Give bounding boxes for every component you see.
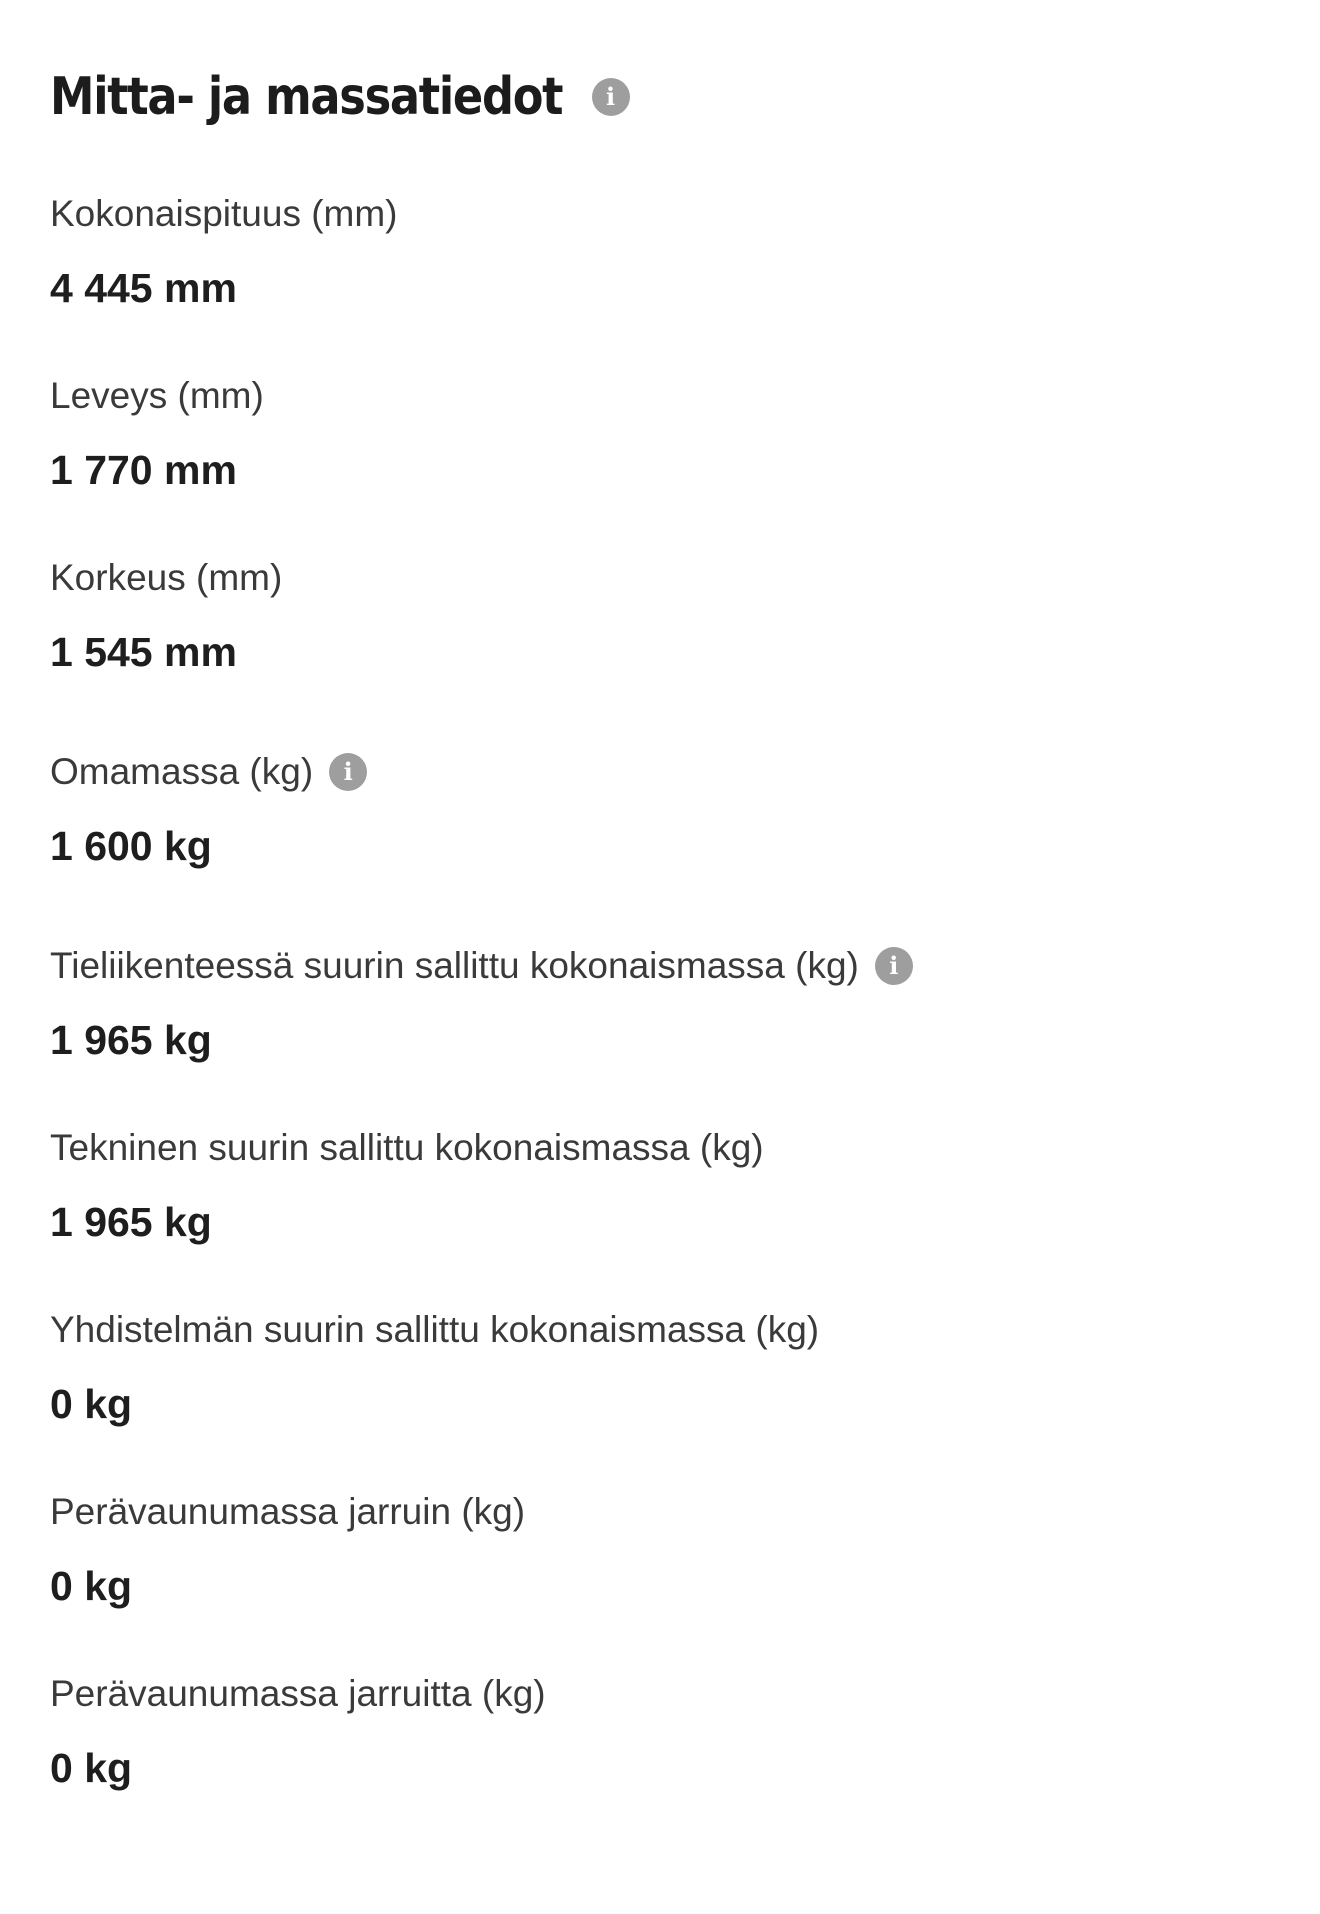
spec-row-combination-max-mass [50,1308,1320,1490]
info-icon[interactable]: i [875,947,913,985]
spec-row-height [50,556,1320,750]
spec-label: Yhdistelmän suurin sallittu kokonaismassa (kg) [50,1309,820,1350]
spec-label: Perävaunumassa jarruitta (kg) [50,1673,546,1714]
spec-row-road-max-gross-mass [50,944,1320,1126]
spec-value: 1 770 mm [50,447,237,493]
spec-value: 1 545 mm [50,629,237,675]
dimensions-and-mass-panel [0,62,1320,1914]
spec-row-total-length [50,192,1320,374]
section-title: Mitta- ja massatiedot [50,67,563,127]
spec-value: 1 600 kg [50,823,212,869]
section-header [50,62,1320,132]
spec-label: Korkeus (mm) [50,557,283,598]
spec-value: 0 kg [50,1745,133,1791]
spec-row-curb-weight [50,750,1320,944]
spec-label: Tieliikenteessä suurin sallittu kokonaismassa (kg) [50,945,859,986]
spec-label: Perävaunumassa jarruin (kg) [50,1491,526,1532]
spec-value: 0 kg [50,1381,133,1427]
spec-label: Omamassa (kg) [50,751,314,792]
info-icon[interactable]: i [592,78,630,116]
spec-label: Tekninen suurin sallittu kokonaismassa (kg) [50,1127,764,1168]
spec-list [50,192,1320,1812]
info-icon[interactable]: i [329,753,367,791]
spec-value: 0 kg [50,1563,133,1609]
spec-row-trailer-mass-unbraked [50,1672,1320,1812]
spec-row-technical-max-gross-mass [50,1126,1320,1308]
spec-row-trailer-mass-braked [50,1490,1320,1672]
spec-label: Kokonaispituus (mm) [50,193,398,234]
spec-label: Leveys (mm) [50,375,264,416]
spec-value: 1 965 kg [50,1199,212,1245]
spec-row-width [50,374,1320,556]
spec-value: 4 445 mm [50,265,237,311]
spec-value: 1 965 kg [50,1017,212,1063]
